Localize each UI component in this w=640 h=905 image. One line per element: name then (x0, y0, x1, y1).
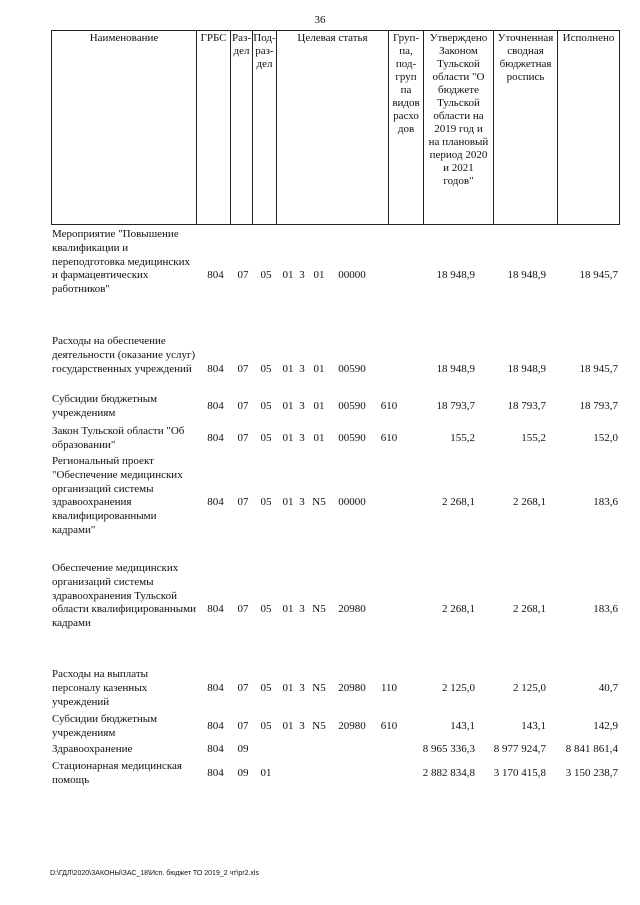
cell-grbs: 804 (207, 269, 224, 282)
cell-approved: 2 268,1 (442, 603, 475, 616)
cell-executed: 18 945,7 (579, 269, 618, 282)
cell-pr: 01 (260, 766, 272, 779)
cell-pr: 05 (260, 269, 272, 282)
cell-rz: 07 (237, 719, 249, 732)
cell-t1: 01 (282, 431, 294, 444)
header-approved: Утверждено Законом Тульской области "О бюджете Тульской области на 2019 год и на плановый период 2020 и 2021 годов" (424, 31, 494, 225)
header-group: Груп- па, под- груп па видов расхо дов (389, 31, 424, 225)
cell-t4: 00590 (338, 399, 366, 412)
cell-executed: 183,6 (593, 603, 618, 616)
cell-vr: 610 (380, 431, 398, 444)
row-name: Расходы на выплаты персоналу казенных учреждений (52, 668, 149, 708)
cell-t1: 01 (282, 362, 294, 375)
cell-executed: 183,6 (593, 496, 618, 509)
row-name: Расходы на обеспечение деятельности (оказание услуг) государственных учреждений (52, 335, 196, 375)
row-name: Региональный проект "Обеспечение медицинских организаций системы здравоохранения квалифицированными кадрами" (52, 455, 183, 536)
cell-refined: 2 268,1 (513, 603, 546, 616)
cell-t2: 3 (299, 496, 305, 509)
cell-grbs: 804 (207, 719, 224, 732)
header-target: Целевая статья (277, 31, 389, 225)
cell-t1: 01 (282, 719, 294, 732)
cell-grbs: 804 (207, 496, 224, 509)
cell-approved: 8 965 336,3 (422, 743, 475, 755)
cell-refined: 18 793,7 (507, 399, 546, 412)
cell-rz: 07 (237, 603, 249, 616)
cell-t4: 00000 (338, 269, 366, 282)
cell-executed: 142,9 (593, 719, 618, 732)
cell-executed: 40,7 (598, 681, 618, 694)
cell-t2: 3 (299, 719, 305, 732)
cell-t1: 01 (282, 496, 294, 509)
row-name: Закон Тульской области "Об образовании" (52, 425, 185, 451)
cell-executed: 3 150 238,7 (565, 766, 618, 779)
cell-rz: 07 (237, 681, 249, 694)
row-name: Субсидии бюджетным учреждениям (52, 713, 158, 739)
cell-vr: 110 (380, 681, 398, 694)
cell-t3: 01 (313, 399, 325, 412)
header-podrazdel: Под- раз- дел (253, 31, 277, 225)
header-grbs: ГРБС (197, 31, 231, 225)
cell-rz: 09 (237, 766, 249, 779)
cell-grbs: 804 (207, 766, 224, 779)
page-number: 36 (314, 14, 326, 26)
cell-t3: 01 (313, 269, 325, 282)
cell-rz: 07 (237, 496, 249, 509)
cell-refined: 2 268,1 (513, 496, 546, 509)
cell-executed: 152,0 (593, 431, 618, 444)
cell-t4: 00590 (338, 362, 366, 375)
cell-refined: 18 948,9 (507, 362, 546, 375)
cell-t3: N5 (312, 496, 326, 509)
cell-vr: 610 (380, 399, 398, 412)
cell-rz: 07 (237, 399, 249, 412)
cell-t1: 01 (282, 603, 294, 616)
row-name: Субсидии бюджетным учреждениям (52, 393, 158, 419)
cell-t3: 01 (313, 431, 325, 444)
cell-grbs: 804 (207, 362, 224, 375)
header-executed: Исполнено (558, 31, 620, 225)
cell-pr: 05 (260, 431, 272, 444)
row-name: Обеспечение медицинских организаций системы здравоохранения Тульской области квалифицированными кадрами (52, 562, 196, 630)
cell-rz: 09 (237, 743, 249, 755)
cell-t2: 3 (299, 431, 305, 444)
cell-t3: 01 (313, 362, 325, 375)
cell-t3: N5 (312, 603, 326, 616)
cell-pr: 05 (260, 681, 272, 694)
cell-t2: 3 (299, 269, 305, 282)
cell-pr: 05 (260, 496, 272, 509)
row-name: Мероприятие "Повышение квалификации и переподготовка медицинских и фармацевтических работников" (52, 228, 191, 296)
file-path-footer: D:\ГДЛ\2020\ЗАКОНЫ\ЗАС_18\Исп. бюджет ТО 2019_2 чт\pr2.xls (50, 870, 259, 877)
cell-grbs: 804 (207, 681, 224, 694)
cell-t3: N5 (312, 719, 326, 732)
cell-refined: 8 977 924,7 (493, 743, 546, 755)
header-name: Наименование (52, 31, 197, 225)
cell-t1: 01 (282, 269, 294, 282)
cell-grbs: 804 (207, 431, 224, 444)
cell-approved: 18 793,7 (436, 399, 475, 412)
header-razdel: Раз- дел (231, 31, 253, 225)
cell-rz: 07 (237, 269, 249, 282)
cell-refined: 3 170 415,8 (493, 766, 546, 779)
cell-t4: 20980 (338, 719, 366, 732)
cell-t1: 01 (282, 399, 294, 412)
cell-grbs: 804 (207, 399, 224, 412)
cell-t2: 3 (299, 603, 305, 616)
cell-approved: 2 268,1 (442, 496, 475, 509)
row-name: Стационарная медицинская помощь (52, 760, 182, 786)
cell-t4: 00000 (338, 496, 366, 509)
cell-refined: 155,2 (521, 431, 546, 444)
cell-pr: 05 (260, 362, 272, 375)
header-refined: Уточненная сводная бюджетная роспись (494, 31, 558, 225)
cell-pr: 05 (260, 719, 272, 732)
cell-grbs: 804 (207, 603, 224, 616)
cell-executed: 18 793,7 (579, 399, 618, 412)
cell-refined: 143,1 (521, 719, 546, 732)
cell-pr: 05 (260, 399, 272, 412)
cell-t2: 3 (299, 399, 305, 412)
cell-t4: 00590 (338, 431, 366, 444)
cell-refined: 2 125,0 (513, 681, 546, 694)
cell-executed: 18 945,7 (579, 362, 618, 375)
cell-approved: 143,1 (450, 719, 475, 732)
cell-pr: 05 (260, 603, 272, 616)
cell-t2: 3 (299, 681, 305, 694)
cell-approved: 18 948,9 (436, 362, 475, 375)
cell-vr: 610 (380, 719, 398, 732)
cell-approved: 155,2 (450, 431, 475, 444)
cell-t4: 20980 (338, 603, 366, 616)
cell-executed: 8 841 861,4 (565, 743, 618, 755)
cell-t2: 3 (299, 362, 305, 375)
cell-refined: 18 948,9 (507, 269, 546, 282)
row-name: Здравоохранение (52, 743, 133, 755)
cell-approved: 2 882 834,8 (422, 766, 475, 779)
cell-t1: 01 (282, 681, 294, 694)
cell-rz: 07 (237, 431, 249, 444)
cell-rz: 07 (237, 362, 249, 375)
cell-t3: N5 (312, 681, 326, 694)
cell-grbs: 804 (207, 743, 224, 755)
cell-approved: 2 125,0 (442, 681, 475, 694)
cell-approved: 18 948,9 (436, 269, 475, 282)
cell-t4: 20980 (338, 681, 366, 694)
